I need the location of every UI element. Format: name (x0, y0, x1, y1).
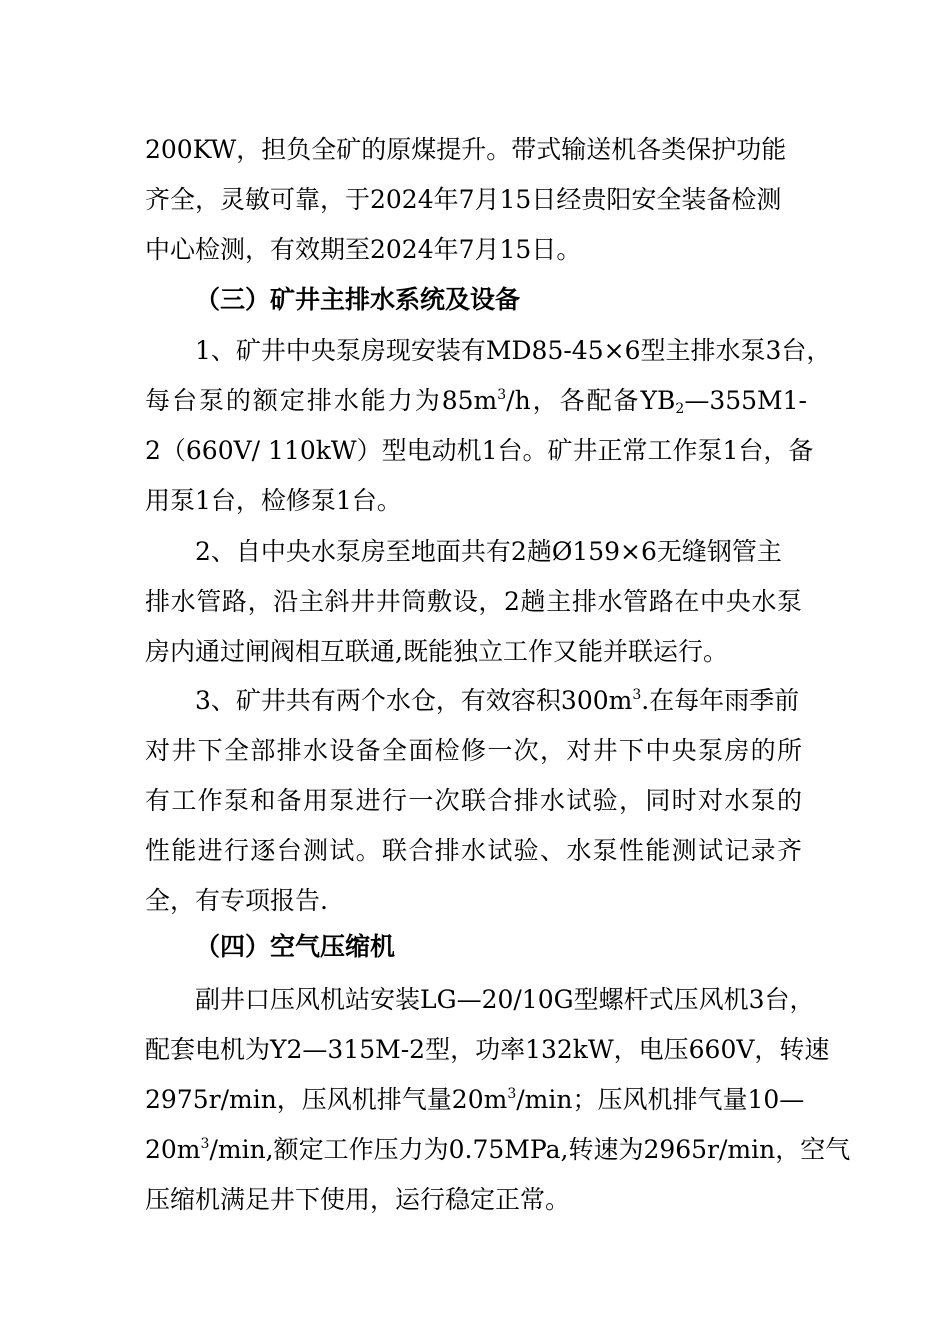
text-run: 3、矿井共有两个水仓，有效容积300m (195, 686, 633, 715)
text-run: 20m (145, 1135, 201, 1164)
text-run: .在每年雨季前 (641, 686, 800, 715)
text-line: 200KW，担负全矿的原煤提升。带式输送机各类保护功能 (145, 135, 787, 164)
text-line: 排水管路，沿主斜井井筒敷设，2趟主排水管路在中央水泵 (145, 587, 802, 616)
superscript: 3 (497, 387, 507, 403)
text-line: 全，有专项报告. (145, 886, 328, 915)
section-heading: （三）矿井主排水系统及设备 (195, 285, 521, 314)
text-line: 性能进行逐台测试。联合排水试验、水泵性能测试记录齐 (145, 836, 802, 865)
text-line: 对井下全部排水设备全面检修一次，对井下中央泵房的所 (145, 736, 802, 765)
superscript: 3 (507, 1086, 517, 1102)
text-run: 2975r/min，压风机排气量20m (145, 1085, 508, 1114)
text-run: /h，各配备YB (506, 386, 676, 415)
text-run: —355M1- (684, 386, 807, 415)
text-line: 2、自中央水泵房至地面共有2趟Ø159×6无缝钢管主 (195, 537, 782, 566)
section-heading: （四）空气压缩机 (195, 932, 396, 961)
text-run: 每台泵的额定排水能力为85m (145, 386, 498, 415)
text-line: 配套电机为Y2—315M-2型，功率132kW，电压660V，转速 (145, 1035, 830, 1064)
text-line: 1、矿井中央泵房现安装有MD85-45×6型主排水泵3台， (195, 336, 832, 365)
text-line: 齐全，灵敏可靠，于2024年7月15日经贵阳安全装备检测 (145, 185, 782, 214)
text-run: /min；压风机排气量10— (516, 1085, 805, 1114)
subscript: 2 (675, 401, 685, 417)
text-line: 副井口压风机站安装LG—20/10G型螺杆式压风机3台， (195, 985, 815, 1014)
text-line (145, 384, 807, 418)
superscript: 3 (200, 1136, 210, 1152)
text-line: 2（660V/ 110kW）型电动机1台。矿井正常工作泵1台，备 (145, 436, 814, 465)
text-line (145, 1133, 851, 1167)
text-line: 有工作泵和备用泵进行一次联合排水试验，同时对水泵的 (145, 786, 802, 815)
text-line (145, 1083, 845, 1117)
superscript: 3 (632, 687, 642, 703)
text-line: 用泵1台，检修泵1台。 (145, 486, 402, 515)
text-line (195, 684, 845, 718)
text-line: 中心检测，有效期至2024年7月15日。 (145, 235, 582, 264)
text-line: 房内通过闸阀相互联通,既能独立工作又能并联运行。 (145, 637, 728, 666)
text-run: /min,额定工作压力为0.75MPa,转速为2965r/min，空气 (209, 1135, 851, 1164)
text-line: 压缩机满足井下使用，运行稳定正常。 (145, 1185, 571, 1214)
